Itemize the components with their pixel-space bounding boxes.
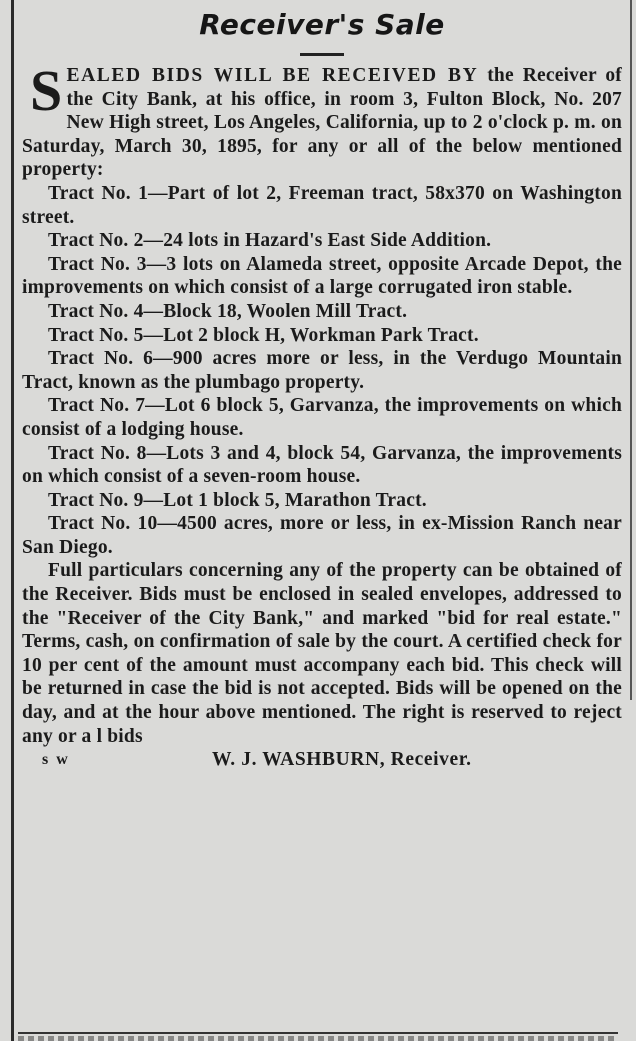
tract-item: Tract No. 9—Lot 1 block 5, Marathon Tract. — [48, 489, 427, 511]
opening-caps-line: EALED BIDS WILL BE RECEIVED BY — [66, 65, 479, 86]
tract-item: Tract No. 2—24 lots in Hazard's East Side Addition. — [48, 230, 492, 252]
bottom-divider — [18, 1032, 618, 1034]
tract-item: Tract No. 1—Part of lot 2, Freeman tract, 58x370 on Washington street. — [22, 182, 622, 228]
tract-item: Tract No. 5—Lot 2 block H, Workman Park Tract. — [48, 324, 479, 346]
next-article-fragment — [18, 1036, 618, 1041]
tract-item: Tract No. 4—Block 18, Woolen Mill Tract. — [48, 300, 408, 322]
column-rule-right — [630, 0, 632, 700]
opening-paragraph — [22, 58, 622, 182]
tract-item: Tract No. 8—Lots 3 and 4, block 54, Garvanza, the improvements on which consist of a seven-room house. — [22, 442, 622, 488]
drop-cap: S — [30, 58, 63, 123]
tract-item: Tract No. 7—Lot 6 block 5, Garvanza, the improvements on which consist of a lodging house. — [22, 395, 622, 440]
tract-item: Tract No. 6—900 acres more or less, in the Verdugo Mountain Tract, known as the plumbago property. — [22, 348, 622, 393]
signature-code: s w — [42, 751, 70, 769]
tract-item: Tract No. 10—4500 acres, more or less, in ex-Mission Ranch near San Diego. — [22, 513, 622, 558]
notice-column — [22, 0, 622, 774]
notice-title: Receiver's Sale — [199, 8, 445, 41]
title-divider — [300, 53, 344, 56]
opening-text: the Receiver of the City Bank, at his office, in room 3, Fulton Block, No. 207 New High street, Los Angeles, California, up to 2 o'clock p. m. on Saturday, March 30, 1895, for any or all of the below mentioned property: — [22, 65, 622, 181]
particulars-paragraph: Full particulars concerning any of the property can be obtained of the Receiver. Bids must be enclosed in sealed envelopes, addressed to the "Receiver of the City Bank," and marked "bid for real estate." Terms, cash, on confirmation of sale by the court. A certified check for 10 per cent of the amount must accompany each bid. This check will be returned in case the bid is not accepted. Bids will be opened on the day, and at the hour above mentioned. The right is reserved to reject any or a l bids — [22, 560, 622, 747]
tract-item: Tract No. 3—3 lots on Alameda street, opposite Arcade Depot, the improvements on which consist of a large corrugated iron stable. — [22, 253, 622, 299]
column-rule-left — [11, 0, 14, 1041]
signature-name: W. J. WASHBURN, Receiver. — [212, 749, 472, 771]
signature-line — [22, 748, 622, 774]
